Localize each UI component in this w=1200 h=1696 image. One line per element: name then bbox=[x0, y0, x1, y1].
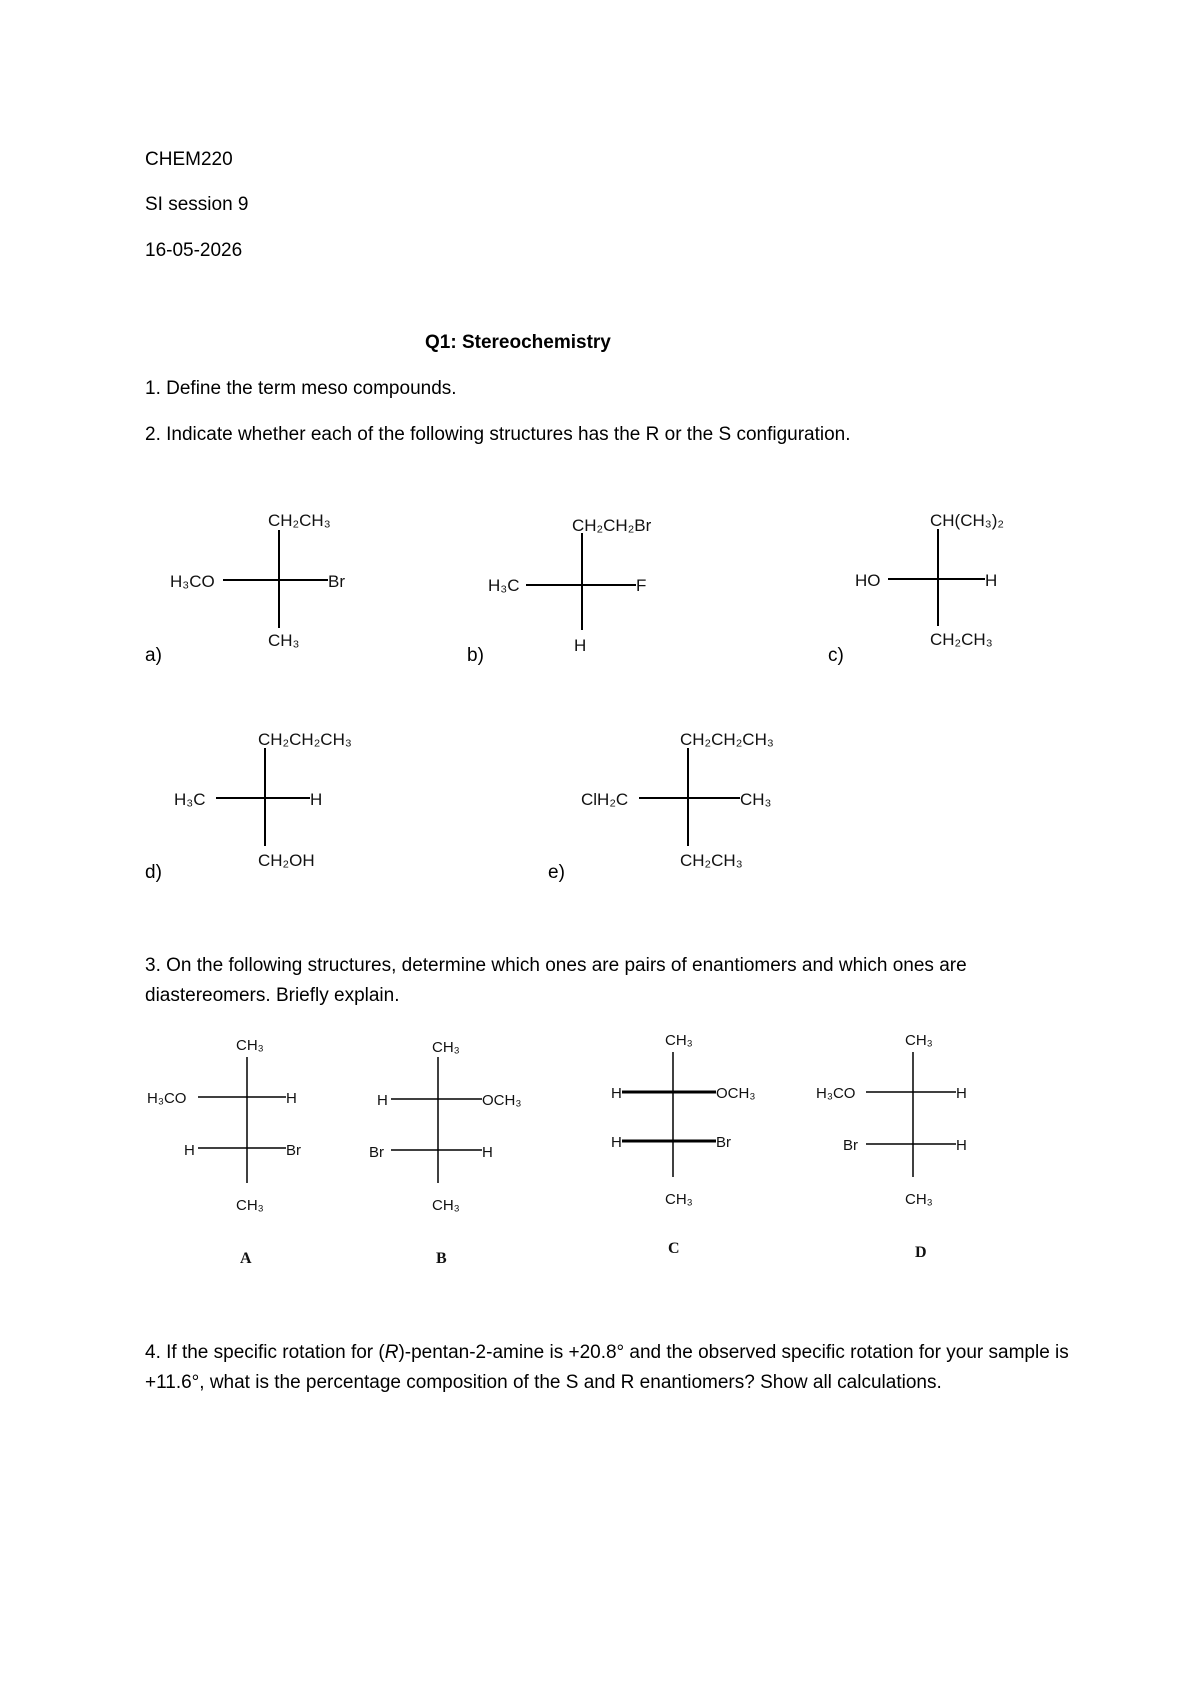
fischer-c-bottom: CH₂CH₃ bbox=[930, 630, 993, 649]
question-2: 2. Indicate whether each of the following structures has the R or the S configuration. bbox=[145, 424, 851, 445]
fischer-D-row2-right: H bbox=[956, 1137, 967, 1154]
fischer-A-top: CH₃ bbox=[236, 1037, 264, 1054]
fischer-B bbox=[369, 1039, 521, 1267]
fischer-b-left: H₃C bbox=[488, 576, 520, 595]
fischer-C-row2-right: Br bbox=[716, 1134, 731, 1151]
fischer-c-left: HO bbox=[855, 571, 881, 590]
fischer-A-row2-right: Br bbox=[286, 1142, 301, 1159]
fischer-d bbox=[174, 730, 352, 870]
fischer-C-row1-left: H bbox=[611, 1085, 622, 1102]
question-4-italic: R bbox=[384, 1342, 399, 1363]
fischer-B-label: B bbox=[436, 1250, 447, 1267]
fischer-d-top: CH₂CH₂CH₃ bbox=[258, 730, 352, 749]
fischer-b bbox=[488, 516, 652, 655]
fischer-a-bottom: CH₃ bbox=[268, 631, 300, 650]
fischer-B-top: CH₃ bbox=[432, 1039, 460, 1056]
fischer-B-row1-right: OCH₃ bbox=[482, 1092, 522, 1109]
fischer-e-left: ClH₂C bbox=[581, 790, 629, 809]
fischer-c-right: H bbox=[985, 571, 998, 590]
fischer-B-row1-left: H bbox=[377, 1092, 388, 1109]
fischer-a-left: H₃CO bbox=[170, 572, 215, 591]
fischer-b-right: F bbox=[636, 576, 647, 595]
fischer-A bbox=[147, 1037, 301, 1267]
fischer-B-row2-left: Br bbox=[369, 1144, 384, 1161]
question-1: 1. Define the term meso compounds. bbox=[145, 378, 457, 399]
structure-a-label: a) bbox=[145, 645, 162, 666]
fischer-c-top: CH(CH₃)₂ bbox=[930, 511, 1004, 530]
fischer-D-row2-left: Br bbox=[843, 1137, 858, 1154]
fischer-C bbox=[611, 1032, 755, 1257]
fischer-d-right: H bbox=[310, 790, 323, 809]
fischer-C-bottom: CH₃ bbox=[665, 1191, 693, 1208]
fischer-A-row1-left: H₃CO bbox=[147, 1090, 187, 1107]
structure-d-label: d) bbox=[145, 862, 162, 883]
fischer-b-bottom: H bbox=[574, 636, 587, 655]
fischer-C-top: CH₃ bbox=[665, 1032, 693, 1049]
fischer-D-top: CH₃ bbox=[905, 1032, 933, 1049]
session-label: SI session 9 bbox=[145, 194, 249, 215]
fischer-d-left: H₃C bbox=[174, 790, 206, 809]
fischer-B-row2-right: H bbox=[482, 1144, 493, 1161]
fischer-e-bottom: CH₂CH₃ bbox=[680, 851, 743, 870]
date-label: 16-05-2026 bbox=[145, 240, 243, 261]
fischer-D-row1-right: H bbox=[956, 1085, 967, 1102]
fischer-D-row1-left: H₃CO bbox=[816, 1085, 856, 1102]
fischer-a-top: CH₂CH₃ bbox=[268, 511, 331, 530]
fischer-D bbox=[816, 1032, 967, 1261]
fischer-D-label: D bbox=[915, 1244, 927, 1261]
fischer-a-right: Br bbox=[328, 572, 345, 591]
fischer-A-label: A bbox=[240, 1250, 252, 1267]
fischer-e bbox=[581, 730, 774, 870]
structure-b-label: b) bbox=[467, 645, 484, 666]
question-3: 3. On the following structures, determine which ones are pairs of enantiomers and which ones are diastereomers. Briefly explain. bbox=[145, 955, 967, 1006]
fischer-b-top: CH₂CH₂Br bbox=[572, 516, 652, 535]
fischer-C-row1-right: OCH₃ bbox=[716, 1085, 756, 1102]
page-title: Q1: Stereochemistry bbox=[425, 332, 611, 353]
question-4-prefix: 4. If the specific rotation for ( bbox=[145, 1342, 385, 1363]
fischer-A-bottom: CH₃ bbox=[236, 1197, 264, 1214]
fischer-B-bottom: CH₃ bbox=[432, 1197, 460, 1214]
course-code: CHEM220 bbox=[145, 149, 233, 170]
fischer-A-row2-left: H bbox=[184, 1142, 195, 1159]
structure-e-label: e) bbox=[548, 862, 565, 883]
fischer-e-right: CH₃ bbox=[740, 790, 772, 809]
structure-c-label: c) bbox=[828, 645, 844, 666]
fischer-c bbox=[855, 511, 1004, 649]
fischer-C-row2-left: H bbox=[611, 1134, 622, 1151]
fischer-d-bottom: CH₂OH bbox=[258, 851, 315, 870]
fischer-e-top: CH₂CH₂CH₃ bbox=[680, 730, 774, 749]
question-4-suffix: )-pentan-2-amine is +20.8° and the observed specific rotation for your sample is +11.6°, what is the percentage composition of the S and R enantiomers? Show all calculations. bbox=[145, 1342, 1069, 1393]
fischer-A-row1-right: H bbox=[286, 1090, 297, 1107]
fischer-a bbox=[170, 511, 345, 650]
fischer-C-label: C bbox=[668, 1240, 680, 1257]
fischer-D-bottom: CH₃ bbox=[905, 1191, 933, 1208]
